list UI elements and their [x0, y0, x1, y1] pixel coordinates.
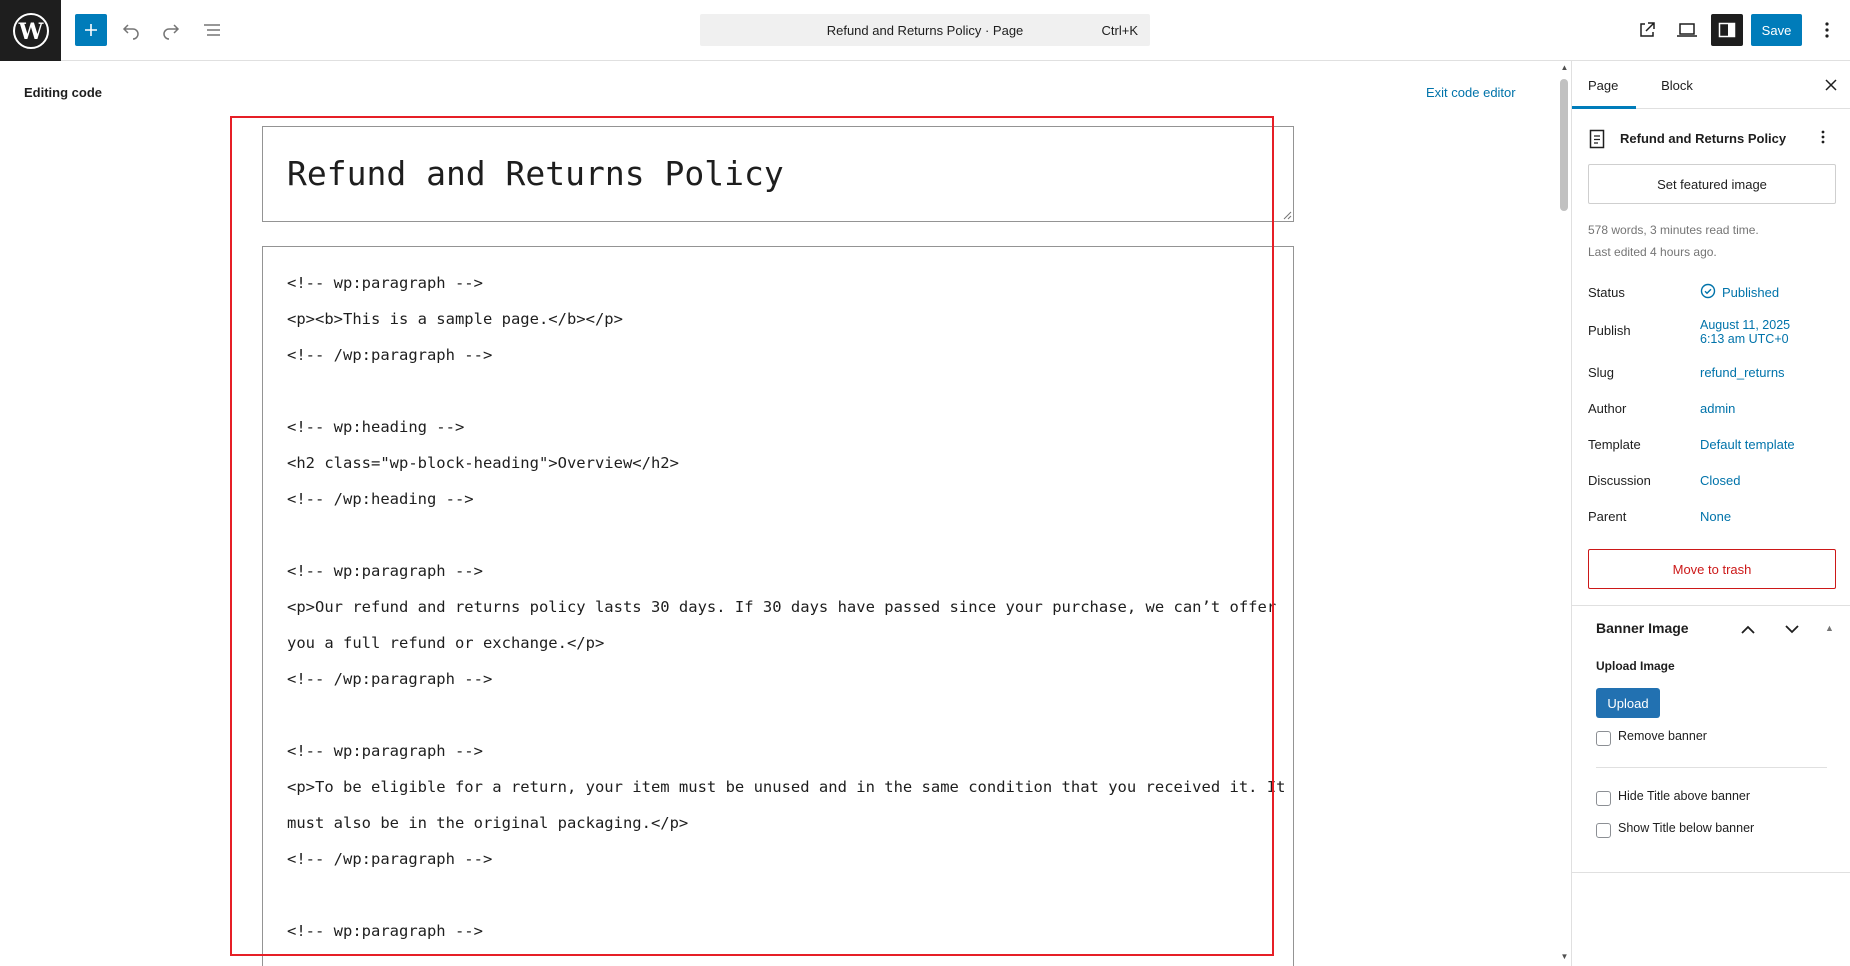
tab-block[interactable]	[1652, 61, 1702, 109]
code-line: <!-- wp:heading -->	[287, 418, 465, 436]
plus-icon	[83, 22, 99, 38]
tab-page-label: Page	[1588, 77, 1619, 93]
remove-banner-checkbox[interactable]	[1596, 731, 1611, 746]
code-line: <!-- /wp:heading -->	[287, 490, 474, 508]
slug-label: Slug	[1588, 365, 1615, 380]
list-view-icon	[202, 20, 222, 40]
close-sidebar-button[interactable]	[1821, 75, 1841, 95]
document-title: Refund and Returns Policy	[1620, 131, 1787, 146]
scroll-down-arrow-icon[interactable]: ▼	[1560, 952, 1569, 961]
undo-icon	[121, 20, 141, 40]
code-line: <!-- wp:paragraph -->	[287, 562, 483, 580]
document-actions-button[interactable]	[1820, 129, 1826, 150]
sidebar-toggle-icon	[1718, 21, 1736, 39]
tab-page[interactable]	[1588, 61, 1648, 109]
show-title-below-label[interactable]: Show Title below banner	[1618, 821, 1755, 835]
sidebar-tabs	[1572, 61, 1850, 109]
code-line: you a full refund or exchange.</p>	[287, 634, 605, 652]
panel-divider	[1572, 605, 1850, 606]
code-line: <!-- /wp:paragraph -->	[287, 670, 493, 688]
settings-sidebar	[1571, 61, 1850, 966]
upload-button[interactable]: Upload	[1596, 688, 1660, 718]
show-title-below-checkbox[interactable]	[1596, 823, 1611, 838]
banner-image-panel-title[interactable]: Banner Image	[1596, 620, 1689, 636]
template-value[interactable]: Default template	[1700, 437, 1795, 452]
code-line: <!-- /wp:paragraph -->	[287, 850, 493, 868]
code-editor-area	[0, 61, 1558, 966]
publish-date-value[interactable]: August 11, 2025	[1700, 318, 1791, 332]
save-button[interactable]: Save	[1751, 14, 1802, 46]
more-vertical-icon	[1820, 129, 1826, 145]
code-line: must also be in the original packaging.</p>	[287, 814, 689, 832]
editor-scrollbar[interactable]	[1558, 61, 1571, 966]
status-check-icon	[1700, 283, 1716, 299]
laptop-preview-icon	[1676, 20, 1698, 40]
collapse-toggle-icon[interactable]: ▲	[1825, 623, 1834, 633]
add-block-button[interactable]	[75, 14, 107, 46]
scroll-up-arrow-icon[interactable]: ▲	[1560, 63, 1569, 72]
hide-title-above-checkbox[interactable]	[1596, 791, 1611, 806]
svg-text:W: W	[18, 18, 43, 45]
slug-value[interactable]: refund_returns	[1700, 365, 1785, 380]
status-value[interactable]: Published	[1722, 285, 1780, 300]
author-label: Author	[1588, 401, 1627, 416]
post-title-textarea[interactable]	[262, 126, 1294, 222]
code-line: <p><b>This is a sample page.</b></p>	[287, 310, 623, 328]
remove-banner-label[interactable]: Remove banner	[1618, 729, 1707, 743]
more-vertical-icon	[1824, 21, 1830, 39]
redo-button[interactable]	[155, 14, 187, 46]
resize-grip-icon[interactable]	[1283, 211, 1292, 220]
wordpress-logo-icon[interactable]	[0, 0, 61, 61]
page-document-icon	[1588, 129, 1606, 149]
code-line: <!-- wp:paragraph -->	[287, 274, 483, 292]
chevron-down-icon	[1785, 625, 1799, 634]
publish-time-value[interactable]: 6:13 am UTC+0	[1700, 332, 1789, 346]
move-to-trash-button[interactable]: Move to trash	[1588, 549, 1836, 589]
exit-code-editor-link[interactable]: Exit code editor	[1426, 85, 1516, 100]
active-tab-indicator	[1572, 106, 1636, 109]
view-page-button[interactable]	[1631, 14, 1663, 46]
tab-block-label: Block	[1661, 77, 1693, 93]
move-panel-up-button[interactable]	[1736, 617, 1760, 641]
post-content-textarea[interactable]	[262, 246, 1294, 966]
code-line: <!-- wp:paragraph -->	[287, 922, 483, 940]
code-line: <h2 class="wp-block-heading">Overview</h2>	[287, 454, 679, 472]
last-edited-meta: Last edited 4 hours ago.	[1588, 245, 1717, 259]
command-shortcut-label: Ctrl+K	[1101, 23, 1138, 38]
template-label: Template	[1588, 437, 1641, 452]
set-featured-image-button[interactable]: Set featured image	[1588, 164, 1836, 204]
discussion-value[interactable]: Closed	[1700, 473, 1741, 488]
close-icon	[1825, 79, 1837, 91]
code-line: <p>Our refund and returns policy lasts 30 days. If 30 days have passed since your purchase, we can’t offer	[287, 598, 1277, 616]
document-title-label: Refund and Returns Policy · Page	[826, 22, 1024, 38]
discussion-label: Discussion	[1588, 473, 1651, 488]
redo-icon	[161, 20, 181, 40]
panel-divider	[1572, 872, 1850, 873]
settings-sidebar-toggle[interactable]	[1711, 14, 1743, 46]
document-summary	[1588, 127, 1835, 151]
preview-button[interactable]	[1671, 14, 1703, 46]
scrollbar-thumb[interactable]	[1560, 79, 1568, 211]
code-line: <p>To be eligible for a return, your item must be unused and in the same condition that you received it. It	[287, 778, 1286, 796]
status-label: Status	[1588, 285, 1625, 300]
code-line: <!-- wp:paragraph -->	[287, 742, 483, 760]
code-line: <!-- /wp:paragraph -->	[287, 346, 493, 364]
word-count-meta: 578 words, 3 minutes read time.	[1588, 223, 1759, 237]
undo-button[interactable]	[115, 14, 147, 46]
external-link-icon	[1637, 20, 1657, 40]
parent-value[interactable]: None	[1700, 509, 1732, 524]
banner-options-divider	[1596, 767, 1827, 768]
chevron-up-icon	[1741, 625, 1755, 634]
publish-label: Publish	[1588, 323, 1631, 338]
options-menu-button[interactable]	[1811, 14, 1843, 46]
editing-code-label: Editing code	[24, 85, 102, 100]
command-palette-bar[interactable]	[700, 14, 1150, 46]
post-title-text: Refund and Returns Policy	[287, 154, 784, 193]
author-value[interactable]: admin	[1700, 401, 1736, 416]
parent-label: Parent	[1588, 509, 1627, 524]
editor-header	[0, 0, 1850, 61]
document-overview-button[interactable]	[196, 14, 228, 46]
move-panel-down-button[interactable]	[1780, 617, 1804, 641]
hide-title-above-label[interactable]: Hide Title above banner	[1618, 789, 1751, 803]
upload-image-label: Upload Image	[1596, 659, 1675, 673]
